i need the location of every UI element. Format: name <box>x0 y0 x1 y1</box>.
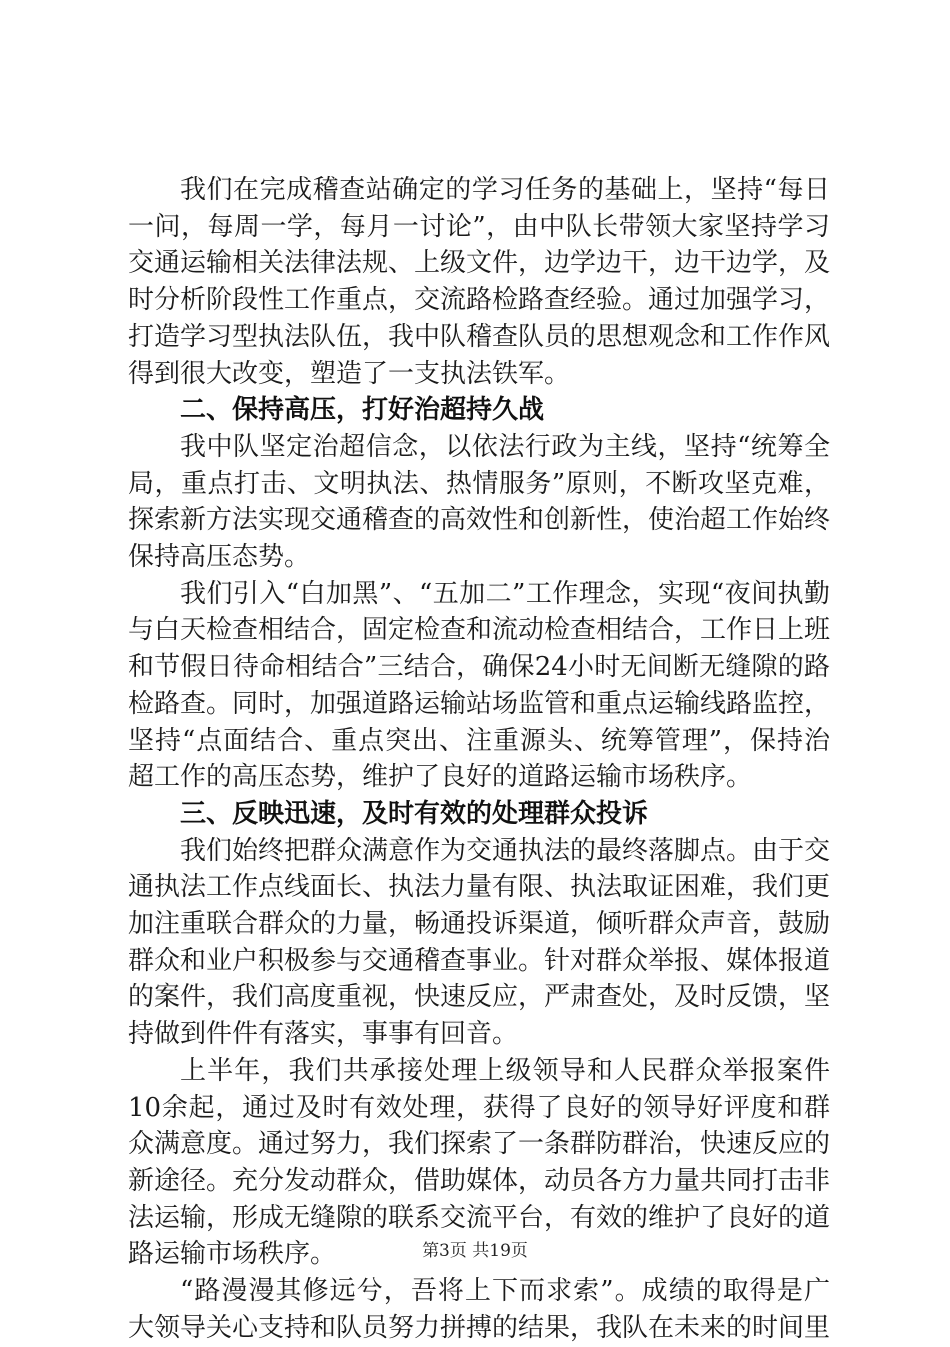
document-body <box>128 172 830 1347</box>
section-heading-3: 三、反映迅速，及时有效的处理群众投诉 <box>180 798 649 829</box>
paragraph-public-satisfaction: 我们始终把群众满意作为交通执法的最终落脚点。由于交通执法工作点线面长、执法力量有限、执法取证困难，我们更加注重联合群众的力量，畅通投诉渠道，倾听群众声音，鼓励群众和业户积极参与交通稽查事业。针对群众举报、媒体报道的案件，我们高度重视，快速反应，严肃查处，及时反馈，坚持做到件件有落实，事事有回音。 <box>128 835 831 1050</box>
section-heading-2: 二、保持高压，打好治超持久战 <box>180 395 545 426</box>
page-number: 第3页 共19页 <box>422 1241 528 1261</box>
paragraph-closing: “路漫漫其修远兮，吾将上下而求索”。成绩的取得是广大领导关心支持和队员努力拼搏的结果，我队在未来的时间里 <box>128 1276 831 1343</box>
paragraph-first-half-results: 上半年，我们共承接处理上级领导和人民群众举报案件10余起，通过及时有效处理，获得了良好的领导好评度和群众满意度。通过努力，我们探索了一条群防群治，快速反应的新途径。充分发动群众，借助媒体，动员各方力量共同打击非法运输，形成无缝隙的联系交流平台，有效的维护了良好的道路运输市场秩序。 <box>128 1055 831 1270</box>
paragraph-study: 我们在完成稽查站确定的学习任务的基础上，坚持“每日一问，每周一学，每月一讨论”，由中队长带领大家坚持学习交通运输相关法律法规、上级文件，边学边干，边干边学，及时分析阶段性工作重点，交流路检路查经验。通过加强学习，打造学习型执法队伍，我中队稽查队员的思想观念和工作作风得到很大改变，塑造了一支执法铁军。 <box>128 175 831 389</box>
paragraph-work-concept: 我们引入“白加黑”、“五加二”工作理念，实现“夜间执勤与白天检查相结合，固定检查和流动检查相结合，工作日上班和节假日待命相结合”三结合，确保24小时无间断无缝隙的路检路查。同时，加强道路运输站场监管和重点运输线路监控，坚持“点面结合、重点突出、注重源头、统筹管理”，保持治超工作的高压态势，维护了良好的道路运输市场秩序。 <box>128 578 831 793</box>
paragraph-overload-principle: 我中队坚定治超信念，以依法行政为主线，坚持“统筹全局，重点打击、文明执法、热情服务”原则，不断攻坚克难，探索新方法实现交通稽查的高效性和创新性，使治超工作始终保持高压态势。 <box>128 431 831 573</box>
